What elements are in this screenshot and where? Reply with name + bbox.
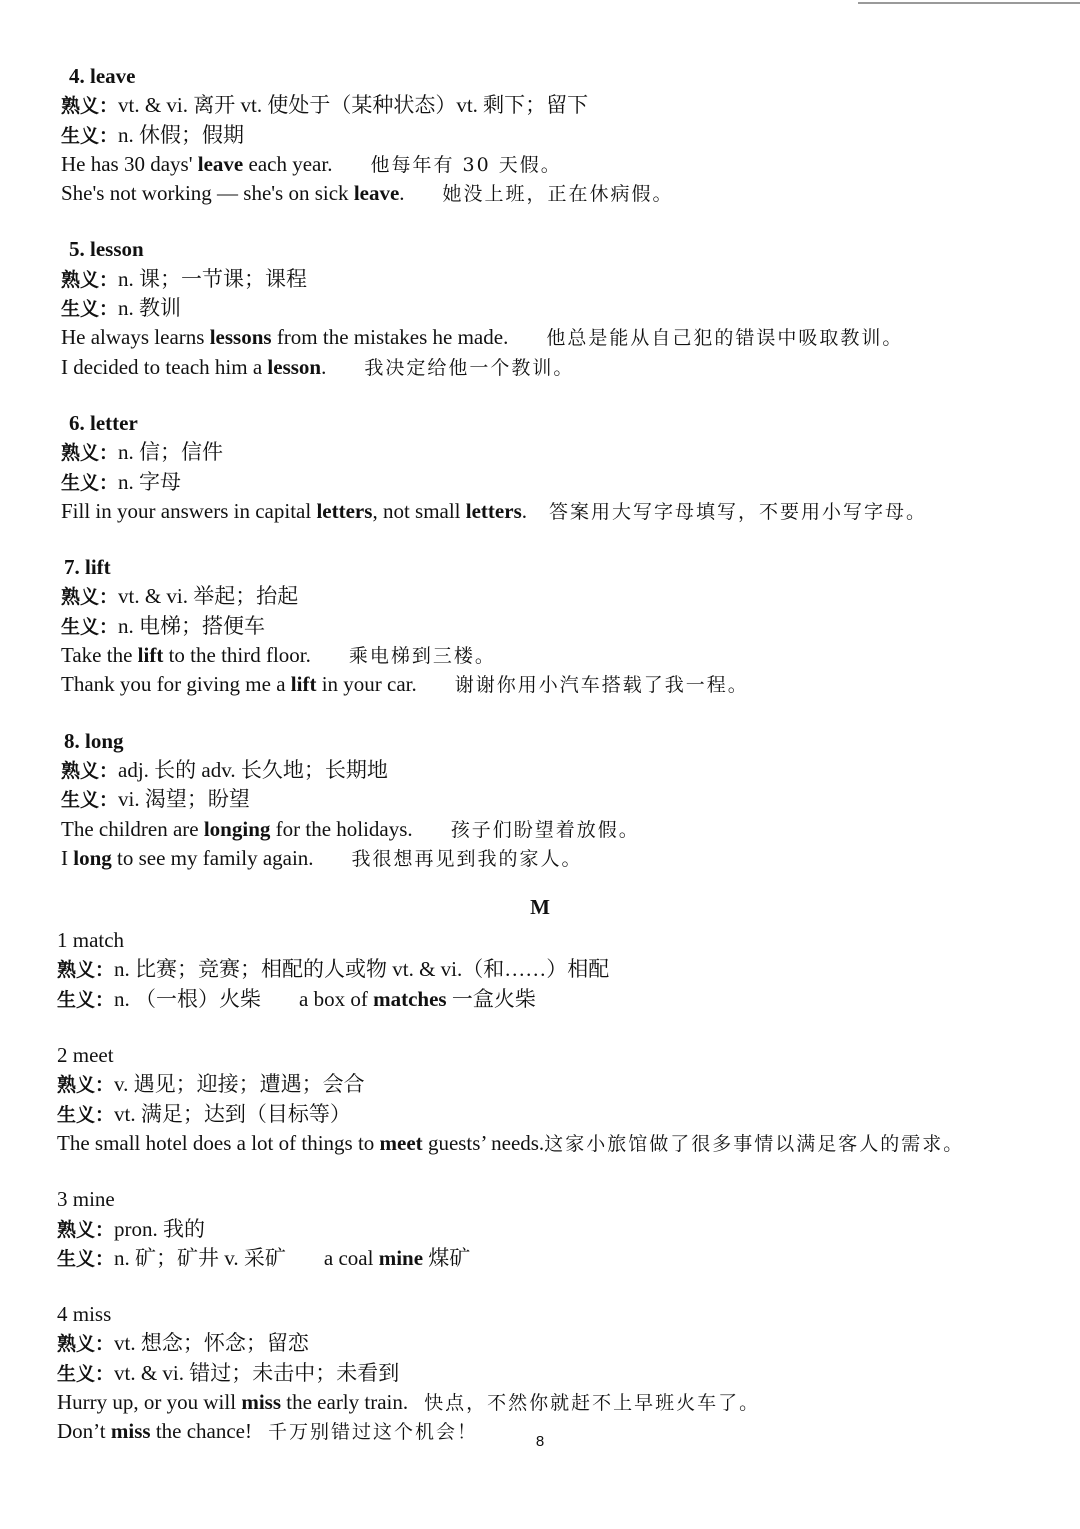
familiar-label: 熟义： [61, 586, 119, 609]
example-sentence: The children are longing for the holidays. 孩子们盼望着放假。 [61, 816, 640, 841]
familiar-meaning: vt. & vi. 举起；抬起 [118, 584, 299, 609]
new-meaning: vt. 满足；达到（目标等） [114, 1101, 351, 1126]
example-sentence: I long to see my family again. 我很想再见到我的家人。 [61, 845, 583, 870]
entry-mine: 3 mine 熟义：pron. 我的 生义：n. 矿；矿井 v. 采矿 a coal mine 煤矿 [0, 1185, 1080, 1273]
familiar-label: 熟义： [57, 1333, 115, 1356]
familiar-meaning: pron. 我的 [114, 1216, 206, 1241]
new-label: 生义： [61, 471, 119, 494]
new-meaning: n. 字母 [118, 469, 182, 494]
familiar-label: 熟义： [61, 95, 119, 118]
top-rule [858, 2, 1080, 4]
new-label: 生义： [61, 789, 119, 812]
new-meaning: n. 矿；矿井 v. 采矿 [114, 1245, 286, 1270]
new-meaning: n. 休假；假期 [118, 122, 245, 147]
new-label: 生义： [61, 298, 119, 321]
new-label: 生义： [57, 988, 115, 1011]
entry-match: 1 match 熟义：n. 比赛；竞赛；相配的人或物 vt. & vi.（和……）相配 生义：n. （一根）火柴 a box of matches 一盒火柴 [0, 926, 1080, 1014]
example-sentence: Thank you for giving me a lift in your car. 谢谢你用小汽车搭载了我一程。 [61, 672, 749, 697]
new-meaning: n. （一根）火柴 [114, 986, 262, 1011]
example-sentence: Fill in your answers in capital letters, not small letters. 答案用大写字母填写，不要用小写字母。 [61, 498, 928, 523]
new-meaning: n. 教训 [118, 296, 182, 321]
page-number: 8 [535, 1433, 545, 1450]
entry-letter [0, 409, 1080, 526]
new-label: 生义： [61, 124, 119, 147]
headword: 2 meet [57, 1043, 114, 1068]
familiar-meaning: v. 遇见；迎接；遭遇；会合 [114, 1072, 365, 1097]
familiar-meaning: vt. & vi. 离开 vt. 使处于（某种状态）vt. 剩下；留下 [118, 93, 589, 118]
example-sentence: He always learns lessons from the mistakes he made. 他总是能从自己犯的错误中吸取教训。 [61, 325, 904, 350]
example-sentence: He has 30 days' leave each year. 他每年有 30 天假。 [61, 151, 562, 176]
headword: 7. lift [64, 555, 111, 580]
familiar-label: 熟义： [57, 959, 115, 982]
example-sentence: Take the lift to the third floor. 乘电梯到三楼。 [61, 643, 496, 668]
familiar-meaning: n. 信；信件 [118, 440, 224, 465]
new-meaning: vt. & vi. 错过；未击中；未看到 [114, 1360, 400, 1385]
example-sentence: Don’t miss the chance! 千万别错过这个机会！ [57, 1419, 479, 1444]
new-meaning: vi. 渴望；盼望 [118, 787, 250, 812]
headword: 1 match [57, 928, 125, 953]
headword: 4. leave [69, 64, 136, 88]
familiar-meaning: n. 比赛；竞赛；相配的人或物 vt. & vi.（和……）相配 [114, 957, 610, 982]
familiar-label: 熟义： [61, 759, 119, 782]
entry-lesson [0, 235, 1080, 381]
familiar-meaning: n. 课；一节课；课程 [118, 266, 308, 291]
headword: 4 miss [57, 1302, 112, 1327]
new-label: 生义： [57, 1247, 115, 1270]
entry-leave [0, 62, 1080, 208]
familiar-meaning: adj. 长的 adv. 长久地；长期地 [118, 757, 388, 782]
familiar-meaning: vt. 想念；怀念；留恋 [114, 1331, 309, 1356]
headword: 6. letter [69, 410, 138, 435]
headword: 8. long [64, 728, 124, 753]
entry-miss [0, 1300, 1080, 1446]
familiar-label: 熟义： [61, 442, 119, 465]
entry-long [0, 727, 1080, 873]
new-meaning: n. 电梯；搭便车 [118, 613, 266, 638]
familiar-label: 熟义： [61, 268, 119, 291]
new-label: 生义： [61, 615, 119, 638]
new-label: 生义： [57, 1103, 115, 1126]
section-letter: M [530, 895, 550, 920]
headword: 3 mine [57, 1187, 115, 1212]
example-sentence: She's not working — she's on sick leave. 她没上班，正在休病假。 [61, 181, 674, 206]
new-label: 生义： [57, 1362, 115, 1385]
headword: 5. lesson [69, 237, 144, 262]
familiar-label: 熟义： [57, 1074, 115, 1097]
document-page [0, 62, 1080, 1474]
example-sentence: The small hotel does a lot of things to meet guests’ needs.这家小旅馆做了很多事情以满足客人的需求。 [57, 1130, 965, 1155]
example-sentence: Hurry up, or you will miss the early train. 快点，不然你就赶不上早班火车了。 [57, 1389, 761, 1414]
entry-lift [0, 553, 1080, 699]
entry-meet [0, 1041, 1080, 1158]
example-sentence: I decided to teach him a lesson. 我决定给他一个教训。 [61, 354, 575, 379]
familiar-label: 熟义： [57, 1218, 115, 1241]
